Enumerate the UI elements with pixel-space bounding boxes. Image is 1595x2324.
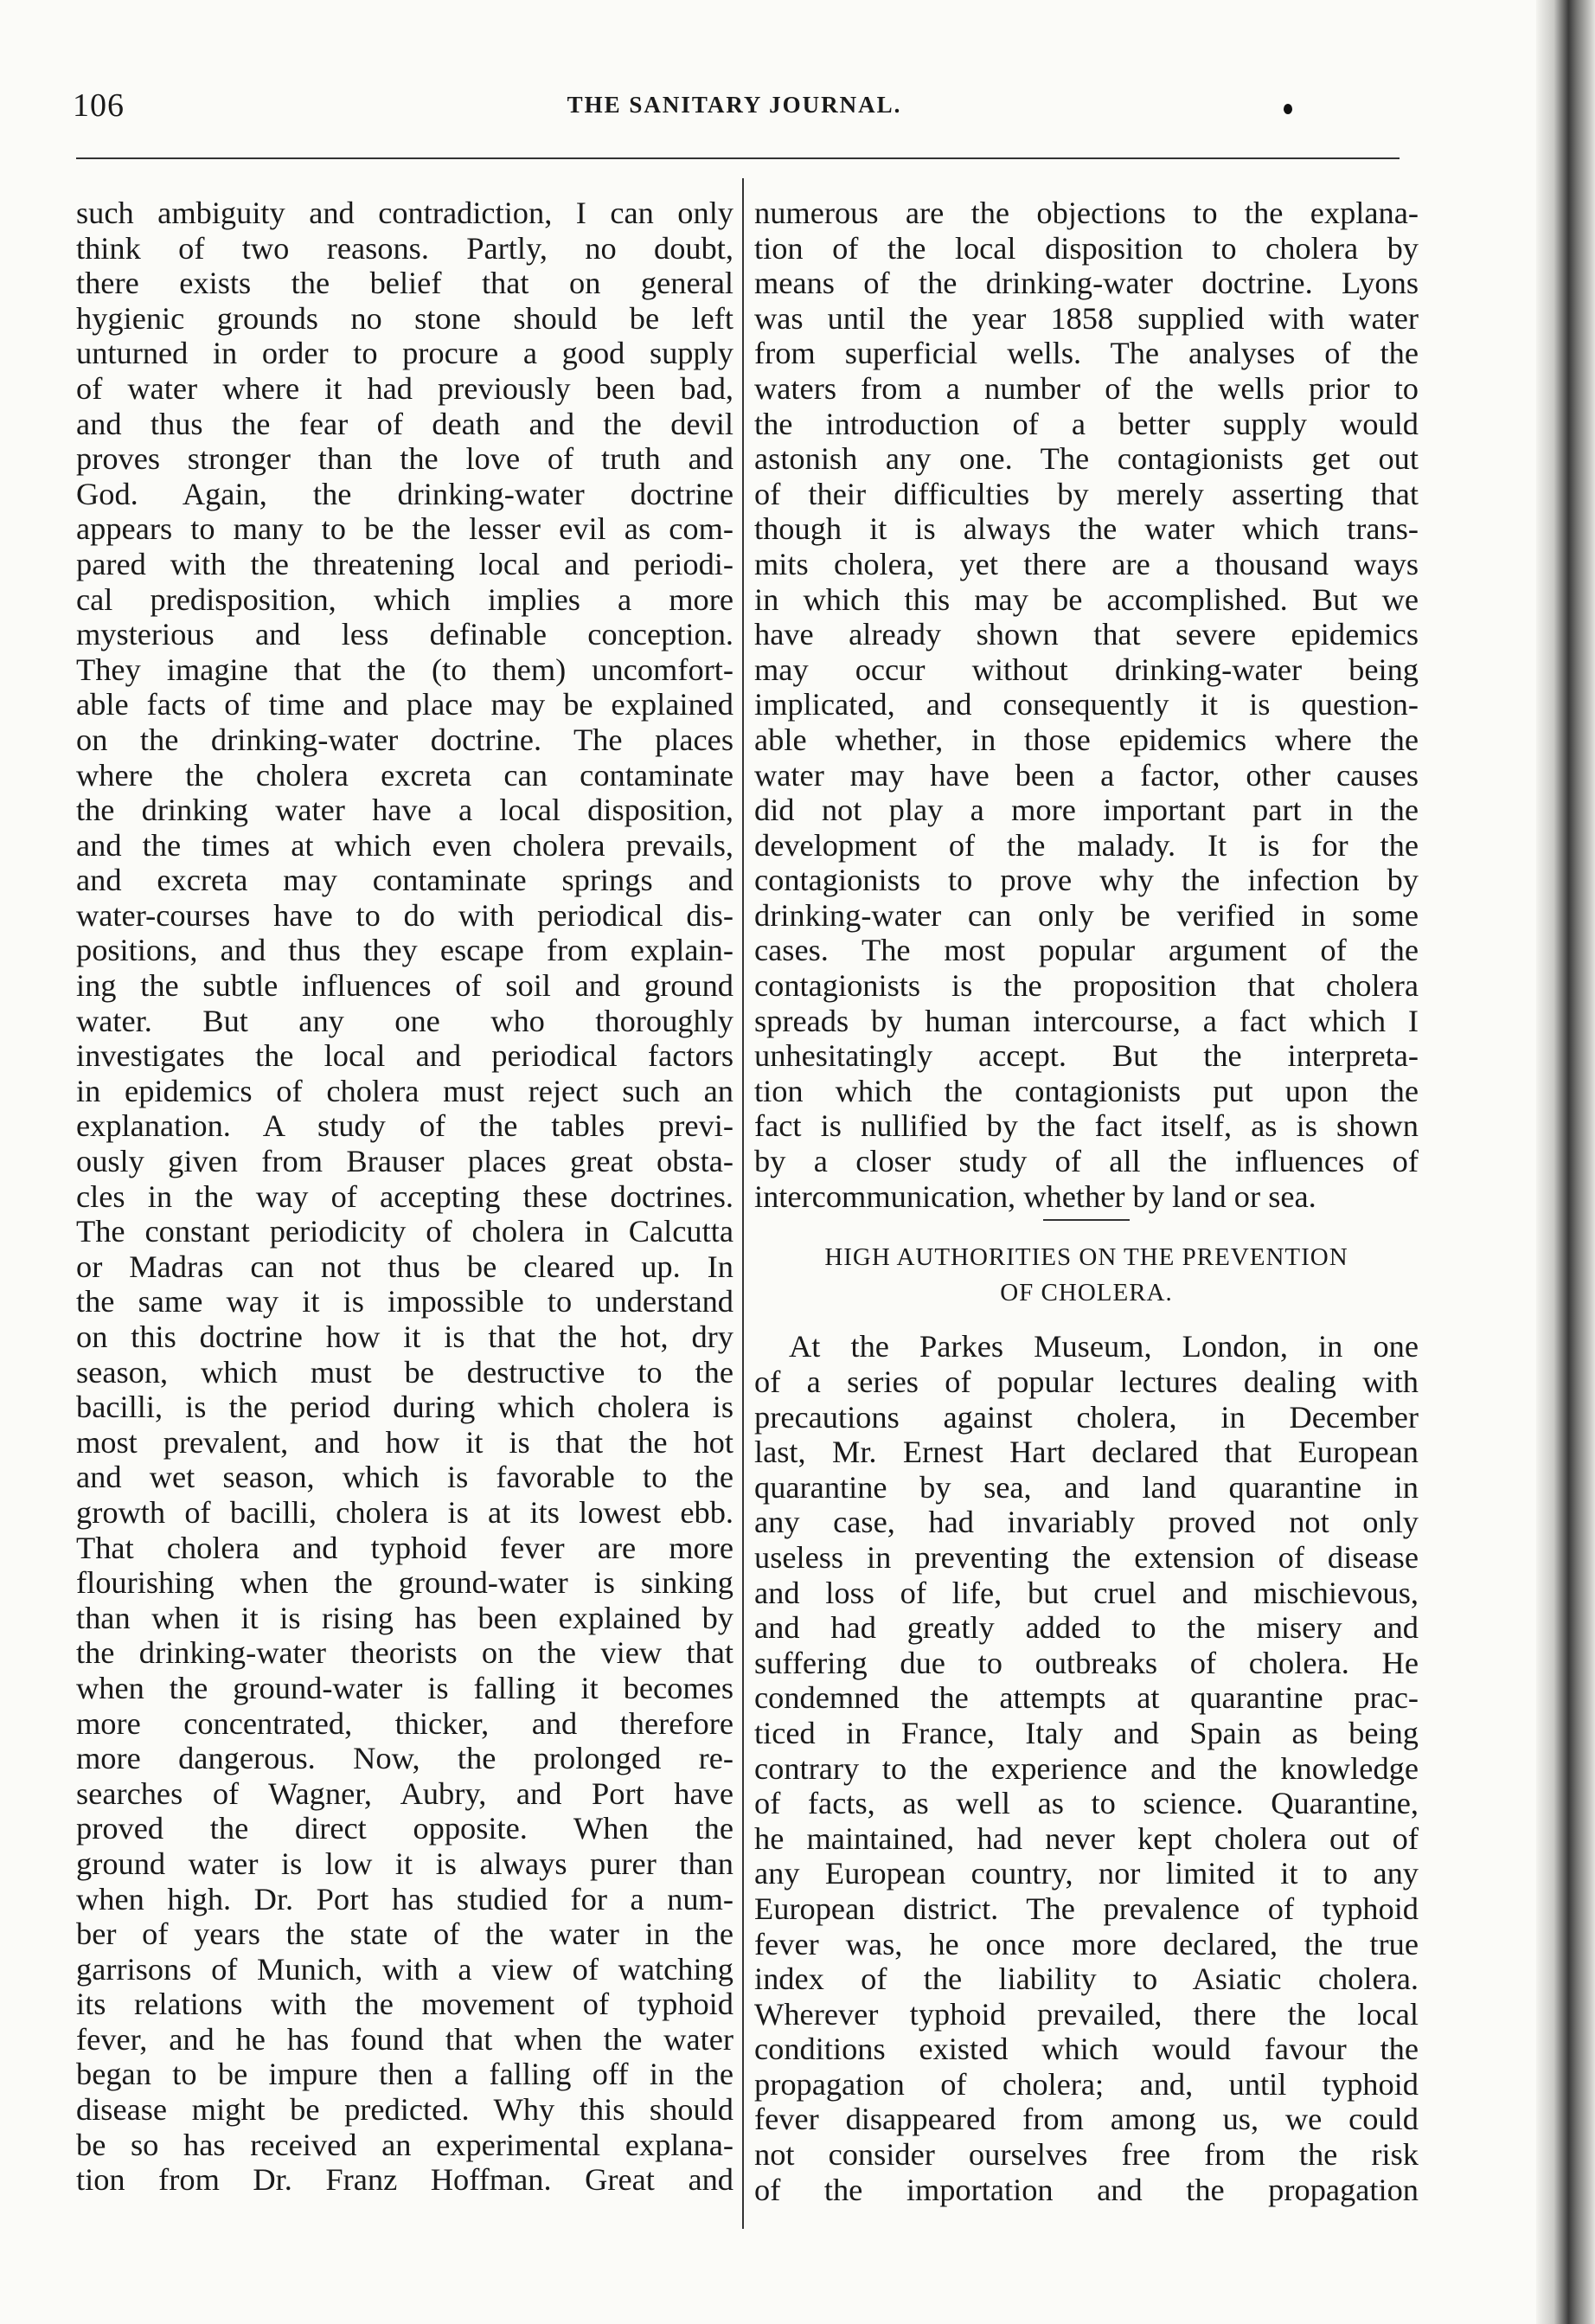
text-line: when the ground-water is falling it becomes bbox=[76, 1670, 733, 1705]
text-line: ground water is low it is always purer than bbox=[76, 1846, 733, 1881]
text-line: and thus the fear of death and the devil bbox=[76, 406, 733, 441]
text-line: astonish any one. The contagionists get out bbox=[754, 441, 1419, 477]
text-line: the same way it is impossible to understand bbox=[76, 1284, 733, 1319]
text-line: positions, and thus they escape from explain- bbox=[76, 933, 733, 968]
text-line: tion which the contagionists put upon the bbox=[754, 1073, 1419, 1108]
header-rule bbox=[76, 157, 1400, 159]
text-line: began to be impure then a falling off in the bbox=[76, 2057, 733, 2092]
text-line: The constant periodicity of cholera in Calcutta bbox=[76, 1214, 733, 1249]
text-line: by a closer study of all the influences of bbox=[754, 1144, 1419, 1179]
right-column bbox=[754, 196, 1419, 2207]
text-line: God. Again, the drinking-water doctrine bbox=[76, 476, 733, 511]
text-line: able facts of time and place may be explained bbox=[76, 687, 733, 722]
text-line: have already shown that severe epidemics bbox=[754, 617, 1419, 652]
text-line: may occur without drinking-water being bbox=[754, 652, 1419, 687]
text-line: explanation. A study of the tables previ- bbox=[76, 1108, 733, 1144]
text-line: means of the drinking-water doctrine. Lyons bbox=[754, 266, 1419, 301]
text-line: cal predisposition, which implies a more bbox=[76, 581, 733, 617]
text-line: contagionists is the proposition that cholera bbox=[754, 968, 1419, 1004]
text-line: any European country, nor limited it to any bbox=[754, 1856, 1419, 1891]
text-line: cases. The most popular argument of the bbox=[754, 933, 1419, 968]
text-line: garrisons of Munich, with a view of watching bbox=[76, 1951, 733, 1987]
text-line: of their difficulties by merely asserting that bbox=[754, 476, 1419, 511]
text-line: intercommunication, whether by land or sea. bbox=[754, 1178, 1316, 1214]
text-line: more dangerous. Now, the prolonged re- bbox=[76, 1741, 733, 1776]
text-line: fever disappeared from among us, we could bbox=[754, 2102, 1419, 2137]
text-line: flourishing when the ground-water is sinking bbox=[76, 1565, 733, 1601]
text-line: precautions against cholera, in December bbox=[754, 1399, 1419, 1435]
scan-binding-edge bbox=[1536, 0, 1595, 2324]
text-line: suffering due to outbreaks of cholera. He bbox=[754, 1645, 1419, 1680]
text-line: and the times at which even cholera prevails, bbox=[76, 827, 733, 863]
text-line: searches of Wagner, Aubry, and Port have bbox=[76, 1775, 733, 1811]
text-line: conditions existed which would favour the bbox=[754, 2032, 1419, 2067]
text-line: water. But any one who thoroughly bbox=[76, 1003, 733, 1038]
page-number: 106 bbox=[73, 87, 125, 124]
text-line: growth of bacilli, cholera is at its lowest ebb. bbox=[76, 1494, 733, 1530]
text-line: than when it is rising has been explained by bbox=[76, 1600, 733, 1635]
text-line: drinking-water can only be verified in some bbox=[754, 897, 1419, 933]
text-line: Wherever typhoid prevailed, there the local bbox=[754, 1996, 1419, 2032]
column-divider bbox=[742, 178, 744, 2229]
text-line: of facts, as well as to science. Quarantine, bbox=[754, 1786, 1419, 1821]
text-line: fever was, he once more declared, the true bbox=[754, 1926, 1419, 1961]
text-line: water-courses have to do with periodical dis- bbox=[76, 897, 733, 933]
text-line: did not play a more important part in the bbox=[754, 793, 1419, 828]
right-column-continued-text bbox=[754, 196, 1419, 1214]
text-line: mits cholera, yet there are a thousand ways bbox=[754, 546, 1419, 581]
text-line: when high. Dr. Port has studied for a num- bbox=[76, 1881, 733, 1916]
text-line: was until the year 1858 supplied with water bbox=[754, 300, 1419, 336]
article-body-text bbox=[754, 1329, 1419, 2207]
text-line: of the importation and the propagation bbox=[754, 2172, 1419, 2207]
text-line: and loss of life, but cruel and mischievous, bbox=[754, 1575, 1419, 1610]
text-line: such ambiguity and contradiction, I can only bbox=[76, 196, 733, 230]
text-line: where the cholera excreta can contaminate bbox=[76, 757, 733, 793]
text-line: unturned in order to procure a good supply bbox=[76, 336, 733, 371]
text-line: bacilli, is the period during which cholera is bbox=[76, 1390, 733, 1425]
text-line: tion from Dr. Franz Hoffman. Great and bbox=[76, 2162, 733, 2198]
text-line: development of the malady. It is for the bbox=[754, 827, 1419, 863]
text-line: proved the direct opposite. When the bbox=[76, 1811, 733, 1846]
text-line: tion of the local disposition to cholera by bbox=[754, 230, 1419, 266]
text-line: water may have been a factor, other causes bbox=[754, 757, 1419, 793]
text-line: contagionists to prove why the infection by bbox=[754, 863, 1419, 898]
text-line: waters from a number of the wells prior to bbox=[754, 370, 1419, 406]
text-line: and excreta may contaminate springs and bbox=[76, 863, 733, 898]
text-line: be so has received an experimental explana- bbox=[76, 2127, 733, 2162]
text-line: useless in preventing the extension of disease bbox=[754, 1539, 1419, 1575]
text-line: appears to many to be the lesser evil as com- bbox=[76, 511, 733, 547]
text-line: or Madras can not thus be cleared up. In bbox=[76, 1249, 733, 1284]
text-line: condemned the attempts at quarantine prac- bbox=[754, 1680, 1419, 1716]
text-line: though it is always the water which trans- bbox=[754, 511, 1419, 547]
text-line: cles in the way of accepting these doctrines. bbox=[76, 1178, 733, 1214]
text-line: there exists the belief that on general bbox=[76, 266, 733, 301]
text-line: season, which must be destructive to the bbox=[76, 1354, 733, 1390]
text-line: of water where it had previously been bad, bbox=[76, 370, 733, 406]
text-line: and wet season, which is favorable to the bbox=[76, 1460, 733, 1495]
text-line: from superficial wells. The analyses of the bbox=[754, 336, 1419, 371]
text-line: pared with the threatening local and periodi- bbox=[76, 546, 733, 581]
page-header bbox=[73, 83, 1396, 135]
text-line: last, Mr. Ernest Hart declared that European bbox=[754, 1435, 1419, 1470]
text-line: the introduction of a better supply would bbox=[754, 406, 1419, 441]
text-line: most prevalent, and how it is that the hot bbox=[76, 1424, 733, 1460]
text-line: That cholera and typhoid fever are more bbox=[76, 1530, 733, 1565]
text-line: hygienic grounds no stone should be left bbox=[76, 300, 733, 336]
text-line: in which this may be accomplished. But we bbox=[754, 581, 1419, 617]
text-line: mysterious and less definable conception. bbox=[76, 617, 733, 652]
text-line: on this doctrine how it is that the hot, dry bbox=[76, 1319, 733, 1354]
text-line: able whether, in those epidemics where the bbox=[754, 722, 1419, 757]
text-line: not consider ourselves free from the risk bbox=[754, 2137, 1419, 2173]
text-line: ing the subtle influences of soil and ground bbox=[76, 968, 733, 1004]
text-line: the drinking-water theorists on the view that bbox=[76, 1635, 733, 1671]
text-line: its relations with the movement of typhoid bbox=[76, 1987, 733, 2022]
header-ornament-dot bbox=[1284, 104, 1292, 114]
article-heading-line-2: OF CHOLERA. bbox=[1000, 1278, 1173, 1306]
text-line: fever, and he has found that when the water bbox=[76, 2021, 733, 2057]
text-line: disease might be predicted. Why this should bbox=[76, 2092, 733, 2128]
text-line: ously given from Brauser places great obsta- bbox=[76, 1144, 733, 1179]
text-line: and had greatly added to the misery and bbox=[754, 1610, 1419, 1646]
text-line: spreads by human intercourse, a fact which I bbox=[754, 1003, 1419, 1038]
text-line: investigates the local and periodical factors bbox=[76, 1038, 733, 1074]
text-line: quarantine by sea, and land quarantine in bbox=[754, 1469, 1419, 1505]
text-line: ber of years the state of the water in the bbox=[76, 1916, 733, 1952]
text-line: on the drinking-water doctrine. The places bbox=[76, 722, 733, 757]
text-line: contrary to the experience and the knowledge bbox=[754, 1750, 1419, 1786]
text-line: think of two reasons. Partly, no doubt, bbox=[76, 230, 733, 266]
text-line: the drinking water have a local disposition, bbox=[76, 793, 733, 828]
text-line: of a series of popular lectures dealing with bbox=[754, 1364, 1419, 1399]
text-line: implicated, and consequently it is question- bbox=[754, 687, 1419, 722]
text-line: numerous are the objections to the explana- bbox=[754, 196, 1419, 230]
text-line: in epidemics of cholera must reject such an bbox=[76, 1073, 733, 1108]
text-line: more concentrated, thicker, and therefore bbox=[76, 1705, 733, 1741]
text-line: They imagine that the (to them) uncomfort- bbox=[76, 652, 733, 687]
text-line: fact is nullified by the fact itself, as is shown bbox=[754, 1108, 1419, 1144]
text-line: At the Parkes Museum, London, in one bbox=[789, 1329, 1419, 1364]
text-line: index of the liability to Asiatic cholera. bbox=[754, 1961, 1419, 1997]
left-column bbox=[76, 196, 733, 2198]
article-heading-line-1: HIGH AUTHORITIES ON THE PREVENTION bbox=[824, 1243, 1348, 1272]
text-line: European district. The prevalence of typhoid bbox=[754, 1891, 1419, 1926]
text-line: he maintained, had never kept cholera out of bbox=[754, 1820, 1419, 1856]
text-line: unhesitatingly accept. But the interpreta- bbox=[754, 1038, 1419, 1074]
text-line: propagation of cholera; and, until typhoid bbox=[754, 2066, 1419, 2102]
text-line: ticed in France, Italy and Spain as being bbox=[754, 1715, 1419, 1750]
text-line: proves stronger than the love of truth and bbox=[76, 441, 733, 477]
running-title: THE SANITARY JOURNAL. bbox=[567, 92, 902, 118]
text-line: any case, had invariably proved not only bbox=[754, 1505, 1419, 1540]
